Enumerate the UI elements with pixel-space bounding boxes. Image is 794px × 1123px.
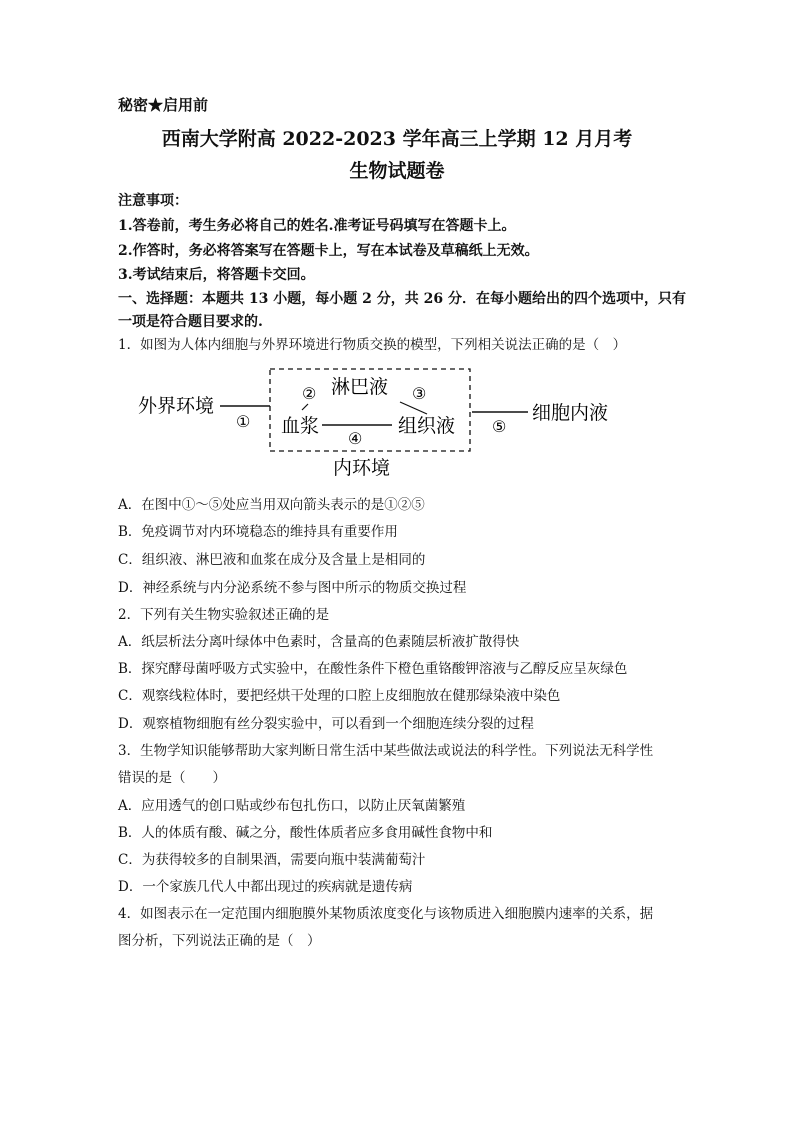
intracellular-fluid-label: 细胞内液 (532, 402, 609, 424)
q1-option-b: B．免疫调节对内环境稳态的维持具有重要作用 (118, 524, 398, 540)
number-2: ② (302, 384, 317, 403)
tissue-fluid-label: 组织液 (398, 415, 456, 437)
q3-option-a: A．应用透气的创口贴或纱布包扎伤口，以防止厌氧菌繁殖 (118, 798, 466, 814)
plasma-label: 血浆 (281, 415, 320, 437)
q1-option-c: C．组织液、淋巴液和血浆在成分及含量上是相同的 (118, 552, 426, 568)
question-4-stem-cont: 图分析，下列说法正确的是（ ） (118, 933, 321, 949)
outer-environment-label: 外界环境 (138, 395, 215, 417)
q2-option-c: C．观察线粒体时，要把经烘干处理的口腔上皮细胞放在健那绿染液中染色 (118, 688, 561, 704)
section-heading: 一、选择题：本题共 13 小题，每小题 2 分，共 26 分．在每小题给出的四个选项中，只有 (118, 291, 686, 307)
note-item: 3.考试结束后，将答题卡交回。 (118, 267, 315, 283)
link-3 (400, 402, 427, 414)
confidential-label: 秘密★启用前 (118, 96, 209, 114)
exam-title: 西南大学附高 2022-2023 学年高三上学期 12 月月考 (161, 128, 633, 150)
q2-option-d: D．观察植物细胞有丝分裂实验中，可以看到一个细胞连续分裂的过程 (118, 716, 534, 732)
internal-environment-diagram (130, 362, 630, 484)
q3-option-b: B．人的体质有酸、碱之分，酸性体质者应多食用碱性食物中和 (118, 825, 493, 841)
q2-option-a: A．纸层析法分离叶绿体中色素时，含量高的色素随层析液扩散得快 (118, 634, 520, 650)
number-1: ① (236, 412, 251, 431)
note-item: 2.作答时，务必将答案写在答题卡上，写在本试卷及草稿纸上无效。 (118, 243, 539, 259)
section-heading-cont: 一项是符合题目要求的. (118, 314, 263, 330)
q1-option-d: D．神经系统与内分泌系统不参与图中所示的物质交换过程 (118, 580, 467, 596)
lymph-label: 淋巴液 (331, 376, 389, 398)
notes-heading: 注意事项： (118, 193, 188, 209)
note-item: 1.答卷前，考生务必将自己的姓名.准考证号码填写在答题卡上。 (118, 218, 516, 234)
number-3: ③ (412, 384, 427, 403)
q3-option-c: C．为获得较多的自制果酒，需要向瓶中装满葡萄汁 (118, 852, 426, 868)
question-2-stem: 2．下列有关生物实验叙述正确的是 (118, 607, 330, 623)
question-3-stem: 3．生物学知识能够帮助大家判断日常生活中某些做法或说法的科学性。下列说法无科学性 (118, 743, 654, 759)
q3-option-d: D．一个家族几代人中都出现过的疾病就是遗传病 (118, 879, 413, 895)
number-5: ⑤ (492, 417, 507, 436)
question-4-stem: 4．如图表示在一定范围内细胞膜外某物质浓度变化与该物质进入细胞膜内速率的关系，据 (118, 906, 654, 922)
link-2 (302, 404, 308, 410)
number-4: ④ (348, 429, 363, 448)
question-3-stem-cont: 错误的是（ ） (118, 770, 226, 786)
internal-environment-label: 内环境 (333, 457, 391, 479)
question-1-stem: 1．如图为人体内细胞与外界环境进行物质交换的模型，下列相关说法正确的是（ ） (118, 337, 627, 353)
q2-option-b: B．探究酵母菌呼吸方式实验中，在酸性条件下橙色重铬酸钾溶液与乙醇反应呈灰绿色 (118, 661, 628, 677)
exam-subtitle: 生物试题卷 (349, 160, 445, 182)
q1-option-a: A．在图中①～⑤处应当用双向箭头表示的是①②⑤ (118, 497, 425, 513)
